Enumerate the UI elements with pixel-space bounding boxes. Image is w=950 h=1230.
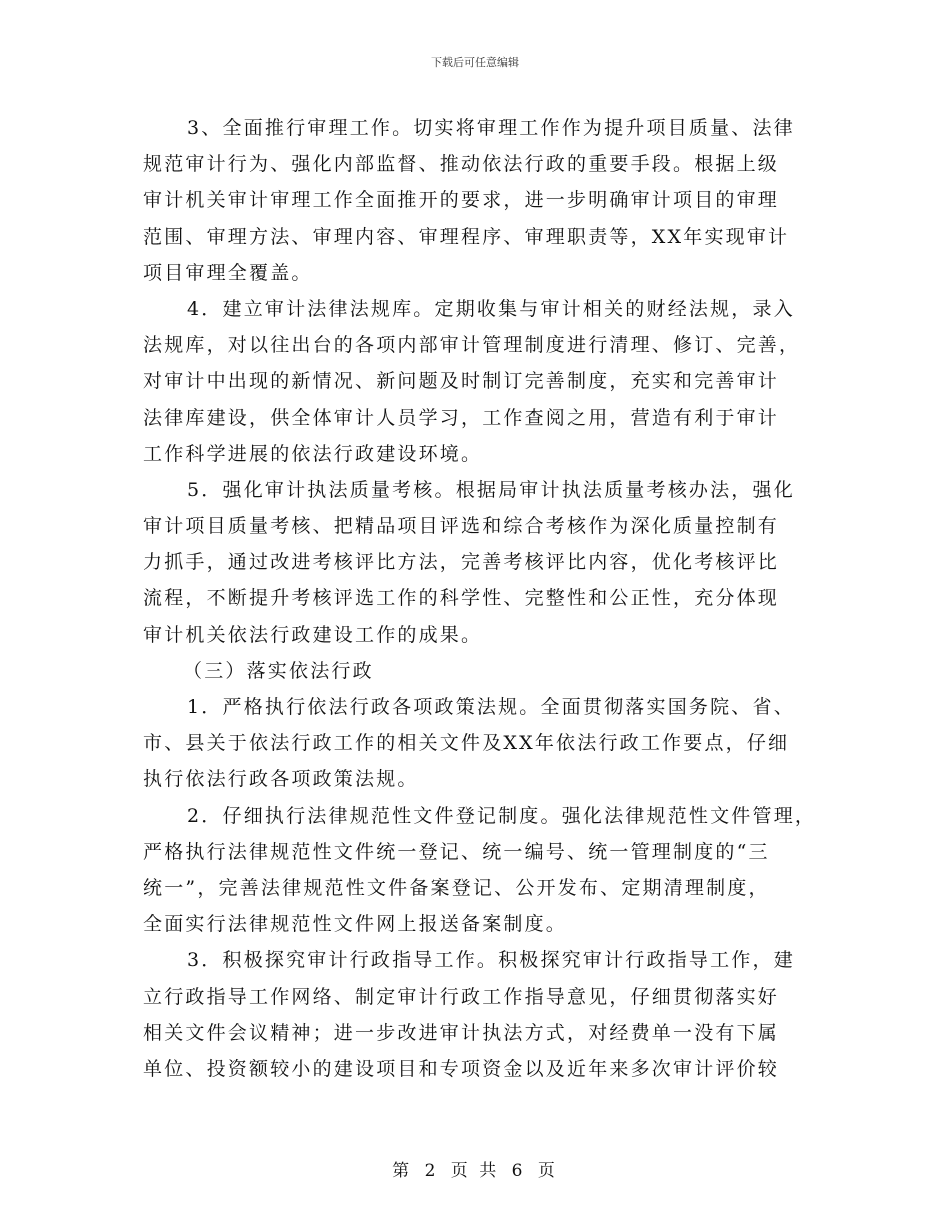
paragraph-line: 市、县关于依法行政工作的相关文件及XX年依法行政工作要点，仔细: [143, 732, 790, 755]
paragraph-line: 对审计中出现的新情况、新问题及时制订完善制度，充实和完善审计: [143, 370, 780, 393]
paragraph-line: 单位、投资额较小的建设项目和专项资金以及近年来多次审计评价较: [143, 1057, 780, 1080]
paragraph-line: 严格执行法律规范性文件统一登记、统一编号、统一管理制度的“三: [143, 840, 770, 863]
page-number-footer: [0, 1156, 950, 1181]
paragraph-line: 1．严格执行依法行政各项政策法规。全面贯彻落实国务院、省、: [187, 696, 795, 718]
section-heading: （三）落实依法行政: [183, 659, 374, 682]
paragraph-line: 工作科学进展的依法行政建设环境。: [143, 442, 483, 465]
paragraph-line: 项目审理全覆盖。: [143, 261, 313, 284]
paragraph-line: 范围、审理方法、审理内容、审理程序、审理职责等，XX年实现审计: [143, 225, 790, 248]
document-body: [143, 110, 823, 1087]
paragraph-line: 3、全面推行审理工作。切实将审理工作作为提升项目质量、法律: [187, 117, 795, 139]
paragraph-line: 统一”，完善法律规范性文件备案登记、公开发布、定期清理制度，: [143, 876, 770, 899]
paragraph-line: 规范审计行为、强化内部监督、推动依法行政的重要手段。根据上级: [143, 153, 780, 176]
footer-middle: 页 共: [450, 1161, 500, 1181]
paragraph-line: 法律库建设，供全体审计人员学习，工作查阅之用，营造有利于审计: [143, 406, 780, 429]
paragraph-line: 2．仔细执行法律规范性文件登记制度。强化法律规范性文件管理，: [187, 804, 817, 827]
current-page-number: 2: [424, 1161, 439, 1181]
paragraph-line: 5．强化审计执法质量考核。根据局审计执法质量考核办法，强化: [187, 478, 795, 501]
paragraph-line: 相关文件会议精神；进一步改进审计执法方式，对经费单一没有下属: [143, 1021, 780, 1044]
paragraph-line: 审计机关审计审理工作全面推开的要求，进一步明确审计项目的审理: [143, 189, 780, 212]
total-pages-number: 6: [511, 1161, 526, 1181]
paragraph-line: 法规库，对以往出台的各项内部审计管理制度进行清理、修订、完善，: [143, 334, 801, 357]
header-note: 下载后可任意编辑: [431, 56, 519, 69]
paragraph-line: 3．积极探究审计行政指导工作。积极探究审计行政指导工作，建: [187, 949, 795, 972]
paragraph-line: 力抓手，通过改进考核评比方法，完善考核评比内容，优化考核评比: [143, 551, 780, 574]
paragraph-line: 立行政指导工作网络、制定审计行政工作指导意见，仔细贯彻落实好: [143, 985, 780, 1008]
footer-suffix: 页: [537, 1161, 558, 1181]
paragraph-line: 执行依法行政各项政策法规。: [143, 768, 419, 791]
paragraph-line: 审计机关依法行政建设工作的成果。: [143, 623, 483, 646]
paragraph-line: 流程，不断提升考核评选工作的科学性、完整性和公正性，充分体现: [143, 587, 780, 610]
paragraph-line: 审计项目质量考核、把精品项目评选和综合考核作为深化质量控制有: [143, 515, 780, 538]
paragraph-line: 全面实行法律规范性文件网上报送备案制度。: [143, 913, 568, 936]
paragraph-line: 4．建立审计法律法规库。定期收集与审计相关的财经法规，录入: [187, 297, 795, 320]
footer-prefix: 第: [392, 1161, 413, 1181]
